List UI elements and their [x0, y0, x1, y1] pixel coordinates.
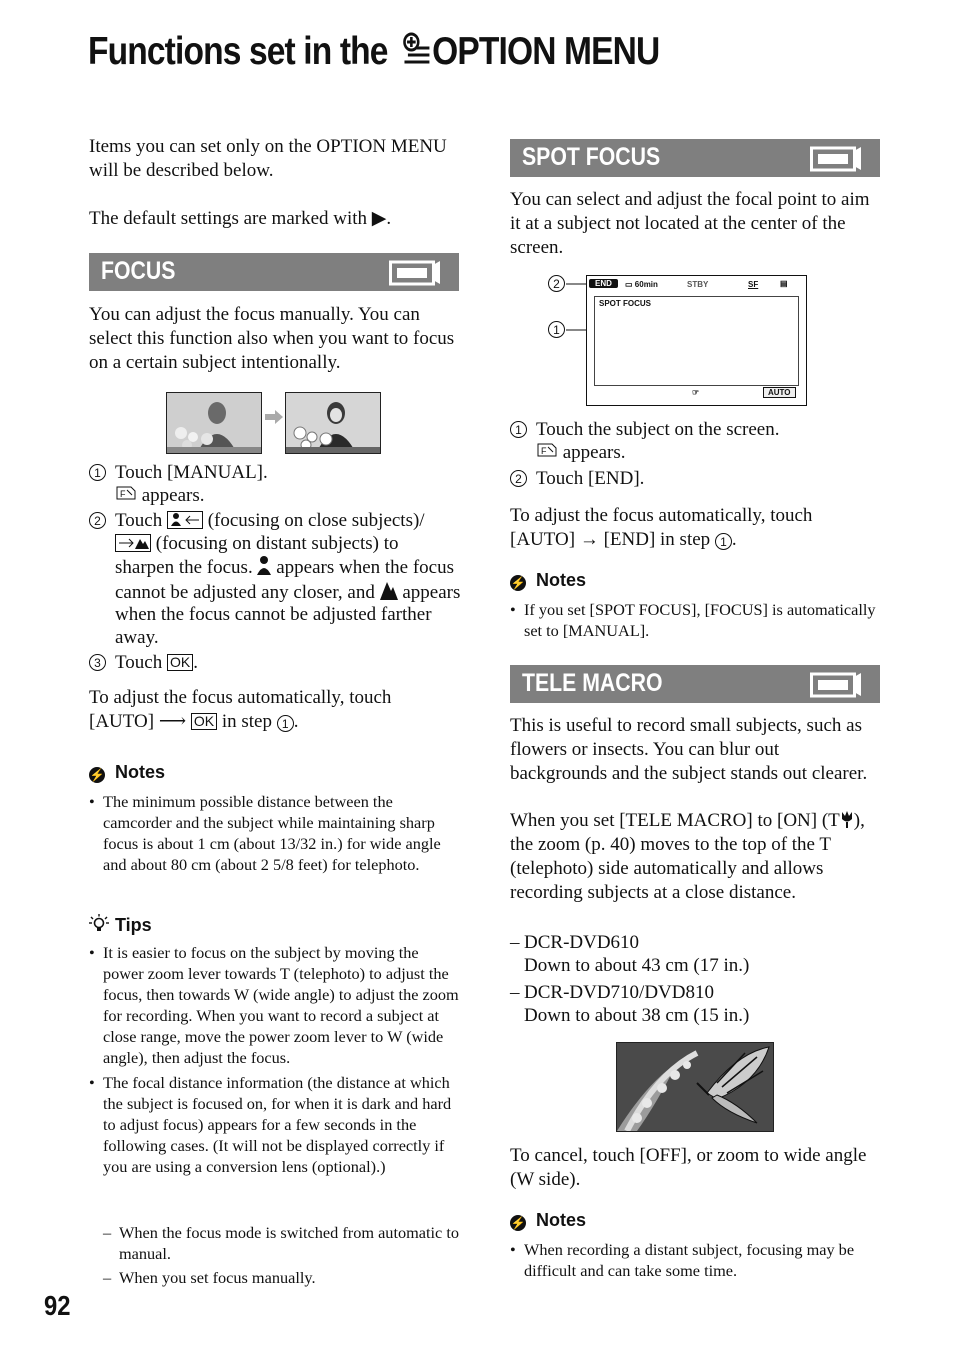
list-item: • When recording a distant subject, focusing may be difficult and can take some time. [510, 1239, 880, 1281]
list-item: – DCR-DVD710/DVD810 Down to about 38 cm (15 in.) [510, 981, 880, 1027]
spot-focus-heading-band [510, 139, 880, 177]
camera-mode-icon [389, 259, 441, 291]
list-item: • The minimum possible distance between the camcorder and the subject while maintaining sharp focus is about 1 cm (about 13/32 in.) for wide angle and about 80 cm (about 2 5/8 feet) for telephoto. [89, 791, 461, 875]
list-item: – When you set focus manually. [89, 1267, 461, 1288]
focus-heading: FOCUS [101, 257, 176, 285]
list-item: – DCR-DVD610 Down to about 43 cm (17 in.) [510, 931, 880, 977]
focus-auto-instruction: To adjust the focus automatically, touch [AUTO] ⟶ OK in step 1 . [89, 687, 392, 732]
tele-macro-description: This is useful to record small subjects, such as flowers or insects. You can blur out backgrounds and the subject stands out clearer. [510, 715, 868, 784]
focus-sharp-photo [285, 392, 381, 454]
step-number: 1 [89, 464, 106, 481]
focus-notes-list [89, 791, 461, 875]
step-number: 2 [510, 470, 527, 487]
tele-notes-heading: ⚡ Notes [510, 1210, 587, 1230]
spot-notes-list [510, 599, 880, 641]
person-icon [257, 557, 271, 578]
option-menu-icon [403, 32, 431, 76]
lightbulb-icon [89, 915, 115, 935]
focus-steps [89, 462, 461, 675]
tele-macro-heading-band [510, 665, 880, 703]
focus-step-2: 2 Touch (focusing on close subjects)/ (focusing on distant subjects) to sharpen the focus. appears when the focus cannot be adjusted any closer, and appears when the focus cannot be adjusted farther away. [89, 510, 461, 649]
intro-text: Items you can set only on the OPTION MENU will be described below. [89, 136, 447, 181]
tips-heading: Tips [89, 914, 152, 936]
list-item: • If you set [SPOT FOCUS], [FOCUS] is automatically set to [MANUAL]. [510, 599, 880, 641]
step-number: 1 [277, 715, 294, 732]
butterfly-photo [616, 1042, 774, 1132]
lcd-auto-button: AUTO [763, 387, 796, 398]
spot-auto-instruction: To adjust the focus automatically, touch [AUTO] → [END] in step 1 . [510, 505, 813, 550]
ok-button-icon: OK [191, 713, 217, 730]
tele-macro-heading: TELE MACRO [522, 669, 663, 697]
lcd-media-icon: ▤ [780, 279, 788, 288]
page-title: Functions set in the OPTION MENU [88, 30, 659, 76]
focus-notes-heading: ⚡ Notes [89, 762, 166, 782]
tips-sub-list [89, 1222, 461, 1288]
spot-focus-heading: SPOT FOCUS [522, 143, 661, 171]
focus-heading-band [89, 253, 459, 291]
lcd-frame [594, 296, 799, 386]
list-item: • It is easier to focus on the subject by moving the power zoom lever towards T (telephoto) to adjust the focus, then towards W (wide angle) to adjust the zoom for recording. When you want to record a subject at close range, move the power zoom lever to W (wide angle), then adjust the focus. [89, 942, 461, 1068]
battery-icon: ▭ [625, 280, 633, 289]
notes-icon: ⚡ [510, 576, 526, 590]
camera-mode-icon [810, 671, 862, 703]
step-number: 2 [548, 275, 565, 292]
svg-text:F: F [120, 488, 126, 499]
step-number: 1 [548, 321, 565, 338]
lcd-sf: SF [748, 280, 759, 289]
arrow-right-icon [265, 410, 283, 429]
near-focus-button-icon [167, 510, 203, 531]
svg-text:F: F [541, 445, 547, 456]
ok-button-icon: OK [167, 654, 193, 671]
lcd-screen [586, 275, 807, 406]
mountain-icon [380, 582, 398, 603]
spot-notes-heading: ⚡ Notes [510, 570, 587, 590]
tele-macro-cancel: To cancel, touch [OFF], or zoom to wide angle (W side). [510, 1145, 867, 1190]
step-number: 1 [715, 533, 732, 550]
model-range-list [510, 931, 880, 1027]
step-number: 1 [510, 421, 527, 438]
notes-icon: ⚡ [510, 1216, 526, 1230]
tulip-icon [840, 810, 854, 831]
spot-step-2: 2 Touch [END]. [510, 468, 880, 491]
spot-steps [510, 419, 880, 491]
lcd-standby: STBY [687, 280, 709, 289]
arrow-icon: ⟶ [158, 711, 187, 732]
list-item: – When the focus mode is switched from automatic to manual. [89, 1222, 461, 1264]
lcd-manual-icon: ☞ [692, 388, 700, 397]
spot-focus-description: You can select and adjust the focal point to aim it at a subject not located at the center of the screen. [510, 189, 870, 258]
lcd-battery-time: ▭ 60min [625, 280, 658, 289]
lcd-title: SPOT FOCUS [599, 299, 652, 308]
focus-step-3: 3 Touch OK . [89, 652, 461, 675]
notes-icon: ⚡ [89, 768, 105, 782]
default-note: The default settings are marked with ▶. [89, 208, 392, 229]
focus-blurry-photo [166, 392, 262, 454]
step-number: 2 [89, 512, 106, 529]
far-focus-button-icon [115, 533, 151, 554]
step-number: 3 [89, 654, 106, 671]
tele-macro-on-description: When you set [TELE MACRO] to [ON] (T ), the zoom (p. 40) moves to the top of the T (telephoto) side automatically and allows recording subjects at a close distance. [510, 810, 865, 903]
camera-mode-icon [810, 145, 862, 177]
tele-notes-list [510, 1239, 880, 1281]
page-number: 92 [44, 1290, 71, 1321]
focus-description: You can adjust the focus manually. You can select this function also when you want to focus on a certain subject intentionally. [89, 304, 455, 373]
manual-focus-icon [115, 485, 137, 506]
tips-list [89, 942, 461, 1177]
list-item: • The focal distance information (the distance at which the subject is focused on, for when it is dark and hard to adjust focus) appears for a few seconds in the following cases. (It will not be displayed correctly if you are using a conversion lens (optional).) [89, 1072, 461, 1177]
manual-focus-icon [536, 442, 558, 463]
spot-step-1: 1 Touch the subject on the screen. F appears. [510, 419, 880, 464]
focus-step-1: 1 Touch [MANUAL]. F appears. [89, 462, 461, 507]
lcd-end-button: END [589, 279, 618, 288]
